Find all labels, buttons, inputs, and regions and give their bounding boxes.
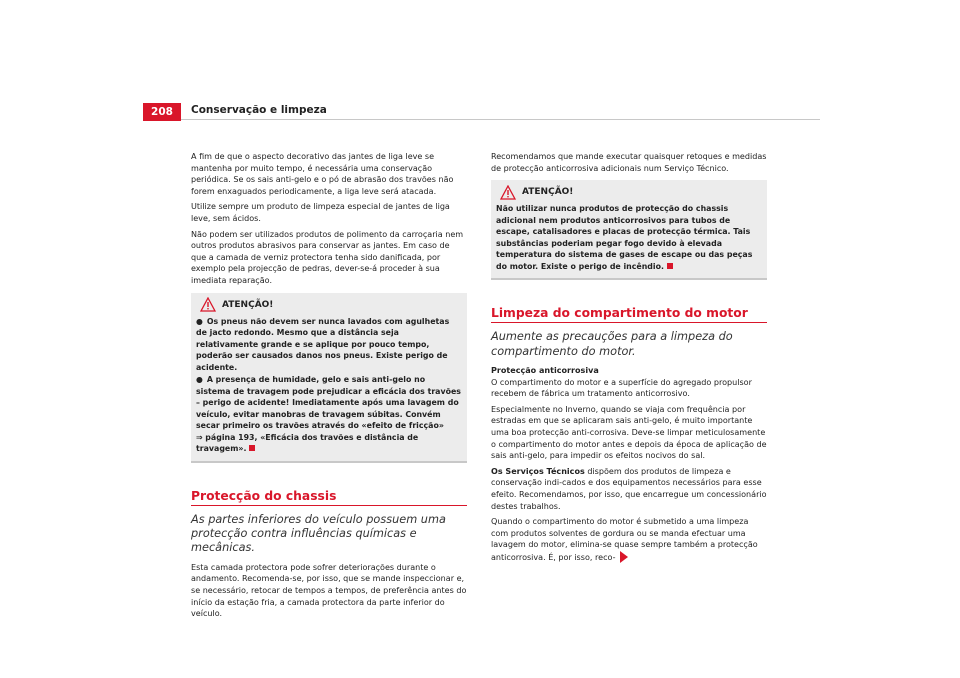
section-heading-engine: Limpeza do compartimento do motor <box>491 306 767 323</box>
page-reference-link[interactable]: ⇒ página 193, «Eficácia dos travões e distância de travagem». <box>196 432 419 454</box>
section-subtitle: Aumente as precauções para a limpeza do compartimento do motor. <box>491 330 733 358</box>
paragraph: Utilize sempre um produto de limpeza especial de jantes de liga leve, sem ácidos. <box>191 202 450 223</box>
paragraph: Quando o compartimento do motor é submetido a uma limpeza com produtos solventes de gordura ou se manda efectuar uma lavagem do motor, elimina-se quase sempre também a protecção anticorrosiva. É, por isso, reco- <box>491 517 758 562</box>
paragraph: O compartimento do motor e a superfície do agregado propulsor recebem de fábrica um tratamento anticorrosivo. <box>491 377 752 399</box>
left-column <box>191 151 467 624</box>
warning-text: Não utilizar nunca produtos de protecção do chassis adicional nem produtos anticorrosivos para tubos de escape, catalisadores e placas de protecção térmica. Tais substâncias poderiam pegar fogo devido à elevada temperatura do sistema de gases de escape ou das peças do motor. Existe o perigo de incêndio. <box>496 204 753 271</box>
warning-item: ● A presença de humidade, gelo e sais anti-gelo no sistema de travagem pode prejudicar a eficácia dos travões – perigo de acidente! Imediatamente após uma lavagem do veículo, evitar manobras de travagem súbitas. Convém secar primeiro os travões através do «efeito de fricção» ⇒ página 193, «Eficácia dos travões e distância de travagem». <box>196 375 461 454</box>
page-header-title: Conservação e limpeza <box>191 104 327 116</box>
paragraph: Não podem ser utilizados produtos de polimento da carroçaria nem outros produtos abrasivos para conservar as jantes. Em caso de que a camada de verniz protectora tenha sido danificada, por exemplo pela projecção de pedras, dever-se-á proceder à sua imediata reparação. <box>191 229 464 285</box>
warning-header <box>496 184 762 200</box>
warning-header <box>196 297 462 313</box>
warning-item: ● Os pneus não devem ser nunca lavados com agulhetas de jacto redondo. Mesmo que a distância seja relativamente grande e se aplique por pouco tempo, poderão ser causados danos nos pneus. Existe perigo de acidente. <box>196 316 450 372</box>
warning-triangle-icon <box>500 185 516 200</box>
section-heading-chassis: Protecção do chassis <box>191 489 467 506</box>
subsection-label: Protecção anticorrosiva <box>491 366 599 375</box>
warning-box <box>491 180 767 280</box>
page-number: 208 <box>143 103 181 121</box>
header-divider <box>181 119 820 120</box>
warning-title: ATENÇÃO! <box>222 299 274 310</box>
paragraph: A fim de que o aspecto decorativo das jantes de liga leve se mantenha por muito tempo, é necessária uma conservação periódica. Se os sais anti-gelo e o pó de abrasão dos travões não forem enxaguados periodicamente, a liga leve será atacada. <box>191 152 454 196</box>
paragraph: Recomendamos que mande executar quaisquer retoques e medidas de protecção anticorrosiva adicionais num Serviço Técnico. <box>491 152 767 173</box>
end-mark-icon <box>249 445 255 451</box>
warning-title: ATENÇÃO! <box>522 187 574 198</box>
section-subtitle: As partes inferiores do veículo possuem uma protecção contra influências químicas e mecânicas. <box>191 512 446 555</box>
end-mark-icon <box>667 263 673 269</box>
paragraph: Os Serviços Técnicos dispõem dos produtos de limpeza e conservação indi-cados e dos equipamentos necessários para esse efeito. Recomendamos, por isso, que encarregue um concessionário destes trabalhos. <box>491 466 767 511</box>
warning-triangle-icon <box>200 297 216 312</box>
paragraph: Especialmente no Inverno, quando se viaja com frequência por estradas em que se aplicaram sais anti-gelo, é muito importante uma boa protecção anti-corrosiva. Deve-se limpar meticulosamente o compartimento do motor antes e depois da época de aplicação de sais anti-gelo, para impedir os efeitos nocivos do sal. <box>491 404 767 461</box>
bullet-icon: ● <box>196 375 203 385</box>
right-column <box>491 151 767 568</box>
paragraph: Esta camada protectora pode sofrer deteriorações durante o andamento. Recomenda-se, por isso, que se mande inspeccionar e, se necessário, retocar de tempos a tempos, de preferência antes do início da estação fria, a camada protectora da parte inferior do veículo. <box>191 562 467 619</box>
bullet-icon: ● <box>196 316 203 326</box>
warning-box <box>191 293 467 463</box>
continue-arrow-icon <box>620 551 628 563</box>
